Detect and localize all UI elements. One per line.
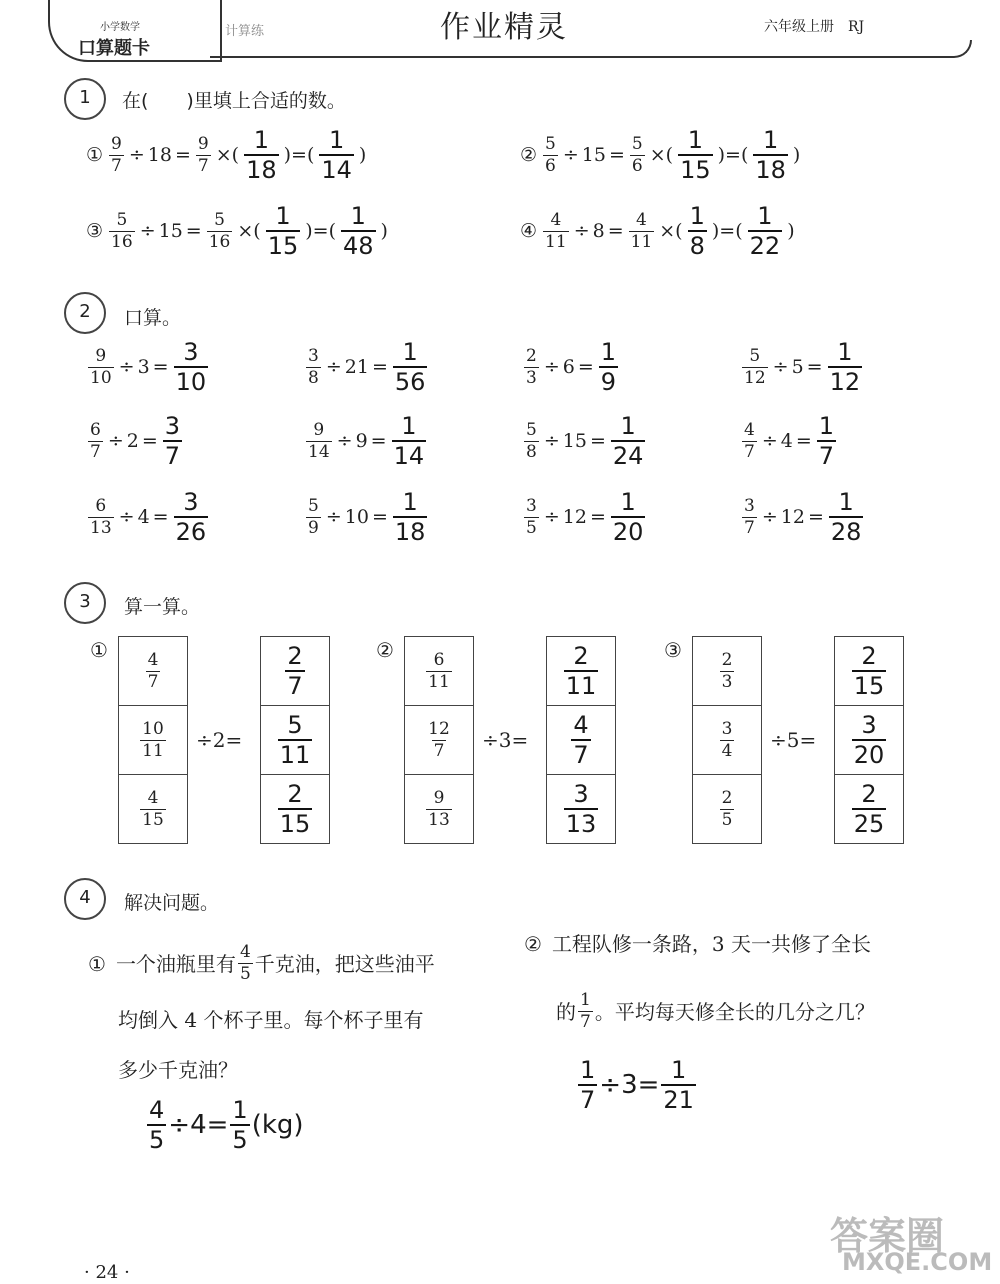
answer-fraction: $\frac{1}{8}$: [689, 202, 705, 260]
operator: ÷: [139, 220, 156, 242]
operator: =: [589, 430, 606, 452]
handwritten-note: 计算练: [225, 24, 265, 39]
operator: ÷: [336, 430, 353, 452]
fraction: $\frac{5}{6}$: [545, 133, 556, 176]
section-number-icon: 3: [64, 582, 106, 624]
dividend-cell: [119, 706, 187, 775]
divisor: 15: [158, 220, 183, 242]
divisor: 8: [592, 220, 605, 242]
dividend-cell: [405, 637, 473, 706]
dividend-cell: [693, 775, 761, 843]
dividend-column: [692, 636, 762, 844]
item-label: ③: [86, 220, 104, 242]
header-rule: [210, 40, 972, 58]
group-label: ②: [376, 638, 394, 662]
fraction: $\frac{5}{9}$: [308, 495, 319, 538]
problem-label: ①: [88, 951, 106, 976]
mental-math-item: [86, 490, 210, 544]
section-title: 解决问题。: [124, 892, 220, 914]
fraction: $\frac{4}{5}$: [239, 942, 251, 984]
fraction: $\frac{1}{7}$: [580, 990, 591, 1032]
answer-fraction: $\frac{1}{56}$: [394, 338, 426, 396]
fraction: $\frac{10}{11}$: [142, 718, 164, 761]
answer-fraction: $\frac{1}{20}$: [612, 488, 644, 546]
problem-text: 的: [556, 999, 576, 1024]
result-cell: [261, 637, 329, 706]
fraction: $\frac{12}{7}$: [428, 718, 450, 761]
answer-fraction: $\frac{2}{11}$: [565, 642, 597, 700]
operator: =: [806, 356, 823, 378]
operator: ): [792, 144, 801, 166]
divisor: 21: [344, 356, 369, 378]
operator: ×(: [215, 144, 240, 166]
mental-math-item: [522, 340, 620, 394]
fraction: $\frac{5}{12}$: [744, 345, 766, 388]
fraction: $\frac{3}{5}$: [526, 495, 537, 538]
mental-math-item: [86, 414, 184, 468]
watermark-logo: 答案圈: [830, 1214, 945, 1258]
fraction: $\frac{9}{7}$: [197, 133, 209, 176]
answer-fraction: $\frac{1}{7}$: [818, 412, 835, 470]
dividend-cell: [693, 637, 761, 706]
section-number-icon: 2: [64, 292, 106, 334]
fraction: $\frac{4}{7}$: [744, 419, 755, 462]
fraction: $\frac{3}{4}$: [721, 718, 733, 761]
result-cell: [261, 706, 329, 775]
mental-math-item: [304, 490, 429, 544]
divisor: 4: [137, 506, 150, 528]
section-title: 口算。: [124, 307, 182, 329]
operator: ÷: [543, 356, 560, 378]
fraction: $\frac{4}{11}$: [630, 209, 653, 252]
operator: =: [795, 430, 812, 452]
divisor: 6: [562, 356, 575, 378]
divisor: 18: [147, 144, 172, 166]
fraction: $\frac{9}{10}$: [90, 345, 112, 388]
answer-fraction: $\frac{1}{15}$: [680, 126, 711, 184]
dividend-column: [118, 636, 188, 844]
group-label: ③: [664, 638, 682, 662]
operator: =: [185, 220, 202, 242]
dividend-column: [404, 636, 474, 844]
operator: =: [141, 430, 158, 452]
operator: )=(: [717, 144, 749, 166]
result-cell: [835, 637, 903, 706]
dividend-cell: [693, 706, 761, 775]
operator: ÷: [772, 356, 789, 378]
answer-operator: ÷3=: [599, 1070, 660, 1100]
divisor: 4: [780, 430, 793, 452]
fraction: $\frac{6}{11}$: [428, 649, 450, 692]
fraction: $\frac{6}{13}$: [90, 495, 112, 538]
operator: =: [577, 356, 594, 378]
operator: ×(: [237, 220, 261, 242]
problem-2-line-1: [524, 934, 871, 954]
item-label: ④: [520, 220, 538, 242]
fraction: $\frac{4}{7}$: [147, 649, 159, 692]
fraction: $\frac{5}{8}$: [526, 419, 537, 462]
mental-math-item: [304, 414, 428, 468]
operator: =: [370, 430, 387, 452]
fraction: $\frac{9}{14}$: [308, 419, 330, 462]
item-label: ②: [520, 144, 538, 166]
answer-fraction: $\frac{1}{18}$: [755, 126, 786, 184]
answer-fraction: $\frac{2}{7}$: [287, 642, 303, 700]
answer-fraction: $\frac{1}{18}$: [394, 488, 426, 546]
section-title: 在( )里填上合适的数。: [122, 90, 346, 112]
operator: ÷: [562, 144, 579, 166]
answer-fraction: $\frac{1}{28}$: [830, 488, 862, 546]
operator: ×(: [649, 144, 674, 166]
problem-1-line-3: 多少千克油？: [118, 1058, 238, 1082]
section-number-icon: 1: [64, 78, 106, 120]
fraction: $\frac{9}{7}$: [111, 133, 122, 176]
division-operator: ÷5=: [770, 728, 817, 752]
answer-fraction: $\frac{1}{22}$: [749, 202, 781, 260]
operator: ): [380, 220, 388, 242]
answer-fraction: $\frac{4}{7}$: [573, 711, 589, 769]
operator: ): [787, 220, 795, 242]
grade-label: 六年级上册 RJ: [764, 19, 865, 35]
group-label: ①: [90, 638, 108, 662]
division-operator: ÷3=: [482, 728, 529, 752]
divisor: 15: [581, 144, 606, 166]
operator: ÷: [325, 506, 342, 528]
answer-fraction: $\frac{3}{26}$: [175, 488, 207, 546]
operator: =: [371, 506, 388, 528]
answer-fraction: $\frac{1}{14}$: [321, 126, 352, 184]
fill-in-expression: [520, 204, 798, 258]
operator: =: [608, 144, 625, 166]
fill-in-expression: [86, 204, 391, 258]
operator: )=(: [283, 144, 315, 166]
result-column: [834, 636, 904, 844]
fraction: $\frac{2}{3}$: [526, 345, 537, 388]
problem-2-line-2: [556, 992, 875, 1031]
operator: ÷: [543, 430, 560, 452]
operator: ): [358, 144, 367, 166]
operator: ÷: [325, 356, 342, 378]
page-number: · 24 ·: [84, 1262, 130, 1283]
operator: ×(: [659, 220, 683, 242]
mental-math-item: [304, 340, 429, 394]
result-cell: [547, 637, 615, 706]
mental-math-item: [86, 340, 210, 394]
fraction: $\frac{5}{16}$: [208, 209, 231, 252]
operator: =: [589, 506, 606, 528]
mental-math-item: [740, 340, 864, 394]
item-label: ①: [86, 144, 104, 166]
mental-math-item: [522, 414, 647, 468]
result-cell: [547, 706, 615, 775]
result-cell: [547, 775, 615, 843]
answer-fraction: $\frac{3}{10}$: [175, 338, 207, 396]
division-operator: ÷2=: [196, 728, 243, 752]
answer-fraction: $\frac{3}{20}$: [853, 711, 885, 769]
operator: ÷: [118, 506, 135, 528]
answer-fraction: $\frac{1}{24}$: [612, 412, 644, 470]
problem-1-line-1: [88, 944, 435, 983]
brand-title: 作业精灵: [440, 10, 568, 45]
problem-1-line-2: 均倒入 4 个杯子里。每个杯子里有: [118, 1008, 424, 1032]
operator: =: [607, 220, 624, 242]
answer-fraction: $\frac{5}{11}$: [279, 711, 311, 769]
divisor: 3: [137, 356, 150, 378]
logo-title: 口算题卡: [78, 38, 150, 59]
fraction: $\frac{1}{7}$: [580, 1056, 596, 1114]
operator: =: [152, 506, 169, 528]
operator: )=(: [305, 220, 336, 242]
problem-text: 。平均每天修全长的几分之几？: [594, 999, 875, 1024]
result-cell: [835, 775, 903, 843]
divisor: 2: [126, 430, 139, 452]
dividend-cell: [119, 637, 187, 706]
mental-math-item: [522, 490, 647, 544]
divisor: 5: [791, 356, 804, 378]
operator: =: [174, 144, 191, 166]
divisor: 12: [780, 506, 805, 528]
problem-text: 千克油，把这些油平: [254, 951, 435, 976]
mental-math-item: [740, 490, 865, 544]
operator: )=(: [711, 220, 743, 242]
answer-fraction: $\frac{1}{14}$: [393, 412, 425, 470]
result-cell: [835, 706, 903, 775]
dividend-cell: [119, 775, 187, 843]
operator: ÷: [128, 144, 145, 166]
operator: =: [807, 506, 824, 528]
fill-in-expression: [86, 128, 369, 182]
section-title: 算一算。: [124, 596, 201, 618]
problem-label: ②: [524, 932, 542, 956]
mental-math-item: [740, 414, 838, 468]
answer-fraction: $\frac{1}{15}$: [267, 202, 299, 260]
problem-text: 一个油瓶里有: [115, 951, 236, 976]
fraction: $\frac{5}{6}$: [631, 133, 643, 176]
operator: ÷: [118, 356, 135, 378]
result-column: [260, 636, 330, 844]
fraction: $\frac{1}{5}$: [232, 1096, 248, 1154]
fraction: $\frac{4}{15}$: [142, 787, 164, 830]
answer-fraction: $\frac{1}{18}$: [246, 126, 277, 184]
divisor: 15: [562, 430, 587, 452]
operator: ÷: [543, 506, 560, 528]
fraction: $\frac{3}{7}$: [744, 495, 755, 538]
operator: ÷: [107, 430, 124, 452]
problem-text: 工程队修一条路，3 天一共修了全长: [551, 932, 872, 956]
fraction: $\frac{2}{5}$: [721, 787, 733, 830]
answer-operator: ÷4=: [168, 1110, 229, 1140]
fraction: $\frac{4}{5}$: [149, 1096, 165, 1154]
dividend-cell: [405, 775, 473, 843]
operator: =: [152, 356, 169, 378]
fraction: $\frac{5}{16}$: [111, 209, 133, 252]
answer-fraction: $\frac{2}{25}$: [853, 780, 885, 838]
fill-in-expression: [520, 128, 803, 182]
operator: =: [371, 356, 388, 378]
operator: ÷: [761, 430, 778, 452]
watermark-site: MXQE.COM: [842, 1248, 993, 1276]
divisor: 10: [344, 506, 369, 528]
dividend-cell: [405, 706, 473, 775]
problem-1-answer: [145, 1098, 304, 1152]
divisor: 9: [355, 430, 368, 452]
answer-fraction: $\frac{3}{7}$: [164, 412, 181, 470]
answer-fraction: $\frac{1}{9}$: [600, 338, 617, 396]
logo-subtitle: 小学数学: [100, 22, 140, 33]
answer-fraction: $\frac{1}{48}$: [343, 202, 374, 260]
operator: ÷: [761, 506, 778, 528]
answer-fraction: $\frac{3}{13}$: [565, 780, 597, 838]
divisor: 12: [562, 506, 587, 528]
answer-fraction: $\frac{2}{15}$: [853, 642, 885, 700]
fraction: $\frac{2}{3}$: [721, 649, 733, 692]
fraction: $\frac{4}{11}$: [545, 209, 567, 252]
fraction: $\frac{9}{13}$: [428, 787, 450, 830]
fraction: $\frac{6}{7}$: [90, 419, 101, 462]
section-number-icon: 4: [64, 878, 106, 920]
result-cell: [261, 775, 329, 843]
fraction: $\frac{1}{21}$: [663, 1056, 694, 1114]
fraction: $\frac{3}{8}$: [308, 345, 319, 388]
result-column: [546, 636, 616, 844]
answer-fraction: $\frac{1}{12}$: [829, 338, 861, 396]
answer-unit: (kg): [251, 1110, 304, 1140]
operator: ÷: [573, 220, 590, 242]
problem-2-answer: [576, 1058, 698, 1112]
answer-fraction: $\frac{2}{15}$: [279, 780, 311, 838]
